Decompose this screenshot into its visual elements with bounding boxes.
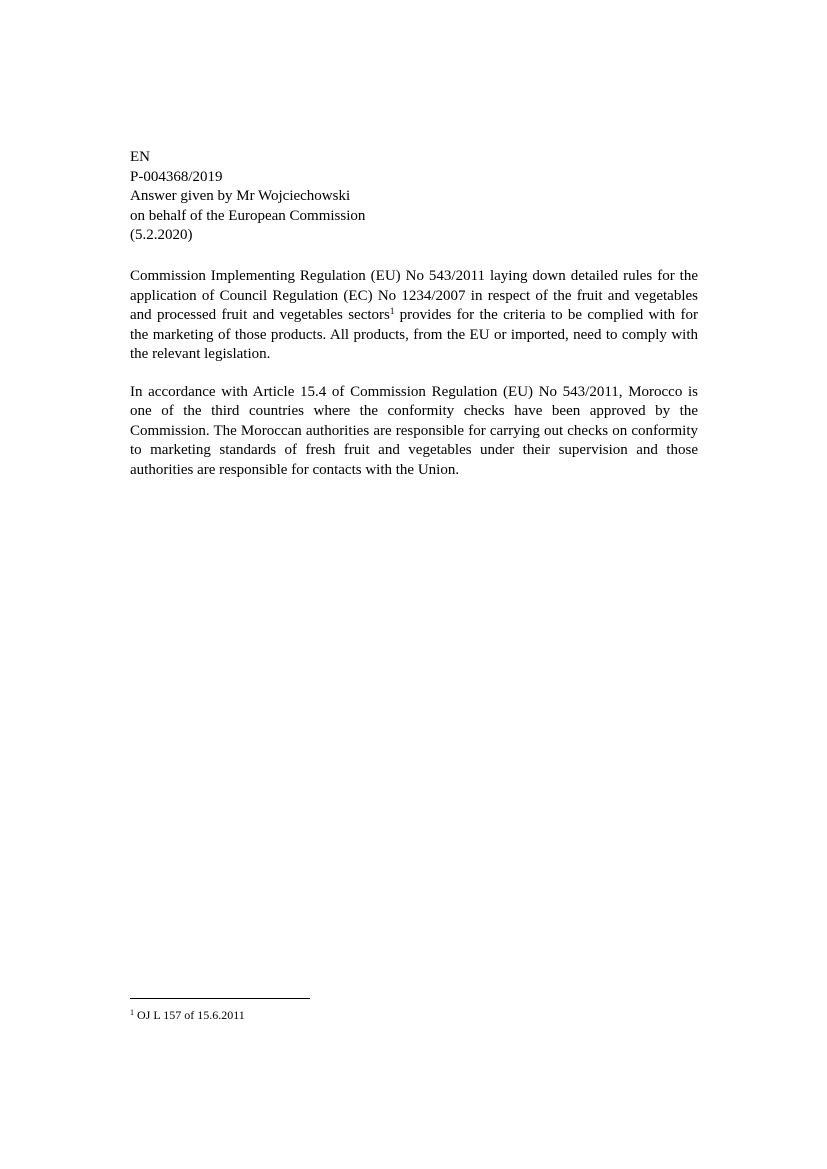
paragraph-2: In accordance with Article 15.4 of Commission Regulation (EU) No 543/2011, Morocco is one of the third countries where the conformity checks have been approved by the Commission. The Moroccan authorities are responsible for carrying out checks on conformity to marketing standards of fresh fruit and vegetables under their supervision and those authorities are responsible for contacts with the Union. xyxy=(130,383,698,478)
footnote-text: OJ L 157 of 15.6.2011 xyxy=(134,1008,245,1022)
footnote xyxy=(130,1008,245,1023)
paragraph-1-continuation: provides for the criteria to be complied with for the marketing of those products. All products, from the EU or imported, need to comply with the relevant legislation. xyxy=(130,307,698,362)
footnote-separator xyxy=(130,998,310,999)
paragraph-1-text: Commission Implementing Regulation (EU) No 543/2011 laying down detailed rules for the application of Council Regulation (EC) No 1234/2007 in respect of the fruit and vegetables and processed fruit and vegetables sectors xyxy=(130,268,698,323)
language-code: EN xyxy=(130,149,150,165)
document-body xyxy=(130,267,698,498)
footnote-marker: 1 xyxy=(130,1008,134,1017)
answer-date: (5.2.2020) xyxy=(130,227,193,243)
answer-author-line: Answer given by Mr Wojciechowski xyxy=(130,188,351,204)
question-reference: P-004368/2019 xyxy=(130,168,223,185)
document-header xyxy=(130,148,700,246)
paragraph-1 xyxy=(130,267,698,365)
on-behalf-line: on behalf of the European Commission xyxy=(130,207,366,224)
footnote-reference: 1 xyxy=(389,306,395,316)
